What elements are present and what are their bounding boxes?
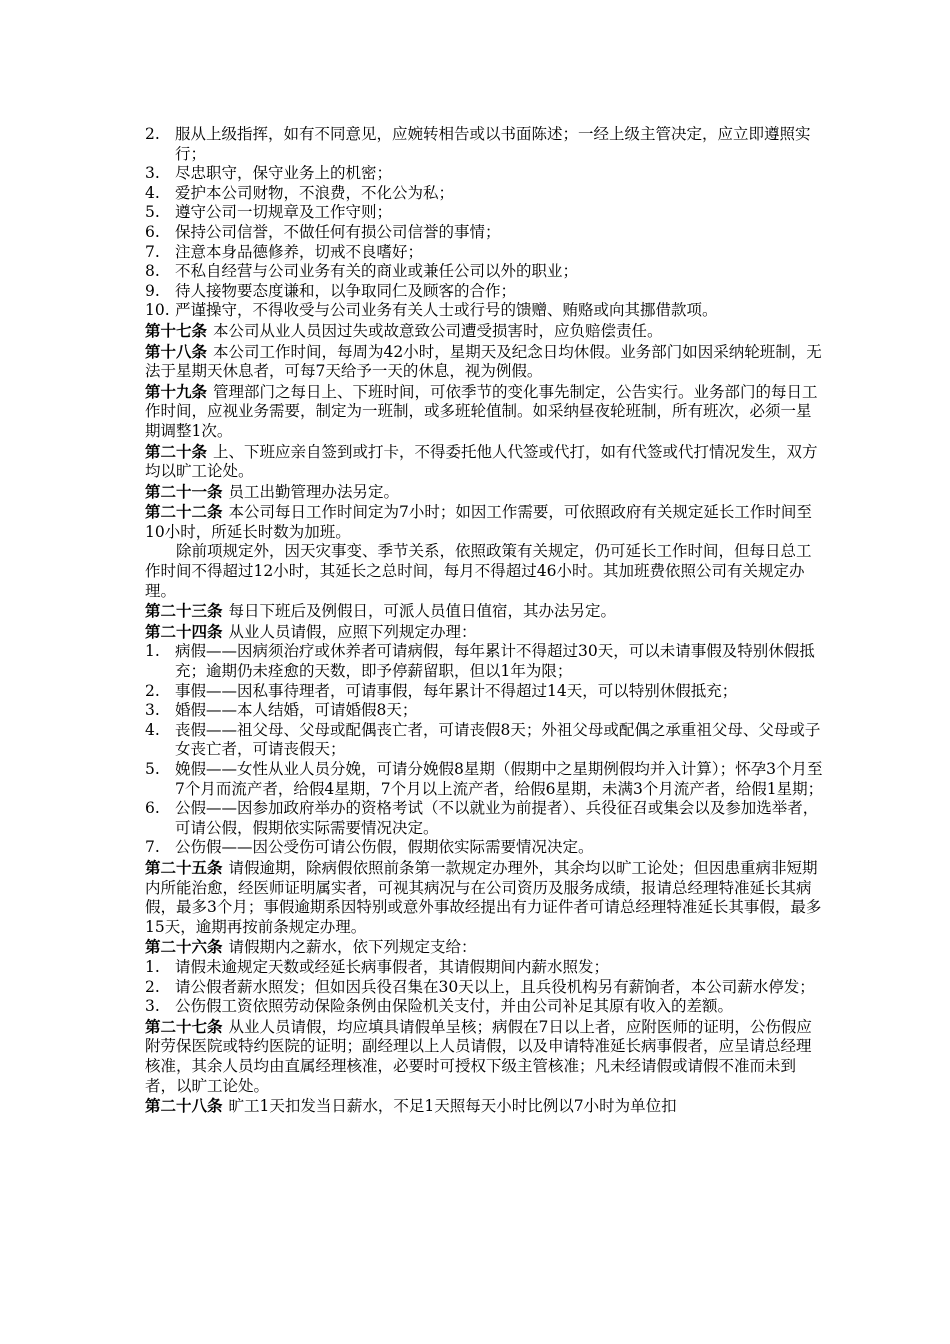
list-item: 4. 丧假——祖父母、父母或配偶丧亡者，可请丧假8天；外祖父母或配偶之承重祖父母、父母或子女丧亡者，可请丧假天；: [145, 720, 821, 759]
article-17: [145, 321, 825, 342]
article-title: 第二十条: [145, 441, 208, 461]
article-title: 第二十二条: [145, 502, 223, 522]
article-19: [145, 382, 825, 442]
leave-types-list: [145, 642, 825, 858]
article-text: 从业人员请假，均应填具请假单呈核；病假在7日以上者，应附医师的证明，公伤假应附劳保医院或特约医院的证明；副经理以上人员请假，以及申请特准延长病事假者，应呈请总经理核准，其余人员均由直属经理核准，必要时可授权下级主管核准；凡未经请假或请假不准而未到者，以旷工论处。: [145, 1017, 812, 1095]
article-text: 每日下班后及例假日，可派人员值日值宿，其办法另定。: [228, 602, 617, 621]
list-item: 3. 尽忠职守，保守业务上的机密；: [145, 164, 393, 183]
article-21: [145, 482, 825, 503]
list-item: 3. 婚假——本人结婚，可请婚假8天；: [145, 701, 418, 720]
article-text: 本公司每日工作时间定为7小时；如因工作需要，可依照政府有关规定延长工作时间至10小时，所延长时数为加班。: [145, 503, 812, 541]
article-27: [145, 1017, 825, 1096]
list-item: 10. 严谨操守，不得收受与公司业务有关人士或行号的馈赠、贿赂或向其挪借款项。: [145, 301, 718, 320]
list-item: 7. 注意本身品德修养，切戒不良嗜好；: [145, 242, 424, 261]
code-of-conduct-list: [145, 125, 825, 321]
article-18: [145, 342, 825, 382]
list-item: 4. 爱护本公司财物，不浪费，不化公为私；: [145, 183, 455, 202]
article-25: [145, 858, 825, 937]
article-title: 第二十一条: [145, 481, 223, 501]
list-item: 6. 公假——因参加政府举办的资格考试（不以就业为前提者）、兵役征召或集会以及参加选举者，可请公假，假期依实际需要情况决定。: [145, 799, 819, 837]
article-text: 管理部门之每日上、下班时间，可依季节的变化事先制定，公告实行。业务部门的每日工作时间，应视业务需要，制定为一班制，或多班轮值制。如采纳昼夜轮班制，所有班次，必须一星期调整1次。: [145, 382, 818, 440]
list-item: 1. 病假——因病须治疗或休养者可请病假，每年累计不得超过30天，可以未请事假及特别休假抵充；逾期仍未痊愈的天数，即予停薪留职，但以1年为限；: [145, 642, 815, 681]
article-title: 第二十三条: [145, 601, 223, 621]
list-item: 3. 公伤假工资依照劳动保险条例由保险机关支付，并由公司补足其原有收入的差额。: [145, 997, 734, 1016]
article-text: 请假逾期，除病假依照前条第一款规定办理外，其余均以旷工论处；但因患重病非短期内所能治愈，经医师证明属实者，可视其病况与在公司资历及服务成绩，报请总经理特准延长其病假，最多3个月；事假逾期系因特别或意外事故经提出有力证件者可请总经理特准延长其事假，最多15天，逾期再按前条规定办理。: [145, 858, 822, 936]
article-text: 本公司从业人员因过失或故意致公司遭受损害时，应负赔偿责任。: [213, 321, 663, 340]
article-22-paragraph: 除前项规定外，因天灾事变、季节关系，依照政策有关规定，仍可延长工作时间，但每日总工作时间不得超过12小时，其延长之总时间，每月不得超过46小时。其加班费依照公司有关规定办理。: [145, 542, 812, 600]
list-item: 5. 娩假——女性从业人员分娩，可请分娩假8星期（假期中之星期例假均并入计算）；怀孕3个月至7个月而流产者，给假4星期，7个月以上流产者，给假6星期，未满3个月流产者，给假1星期；: [145, 760, 824, 798]
article-28: [145, 1096, 825, 1117]
list-item: 6. 保持公司信誉，不做任何有损公司信誉的事情；: [145, 222, 501, 241]
list-item: 7. 公伤假——因公受伤可请公伤假，假期依实际需要情况决定。: [145, 838, 594, 857]
article-title: 第十七条: [145, 320, 208, 340]
article-26: [145, 937, 825, 958]
article-title: 第二十八条: [145, 1096, 223, 1116]
article-title: 第十八条: [145, 341, 208, 361]
article-text: 从业人员请假，应照下列规定办理：: [228, 622, 477, 641]
article-title: 第二十四条: [145, 621, 223, 641]
article-text: 员工出勤管理办法另定。: [228, 482, 400, 501]
article-22: [145, 502, 825, 542]
article-title: 第十九条: [145, 381, 208, 401]
article-text: 本公司工作时间，每周为42小时，星期天及纪念日均休假。业务部门如因采纳轮班制，无法于星期天休息者，可每7天给予一天的休息，视为例假。: [145, 342, 822, 381]
list-item: 5. 遵守公司一切规章及工作守则；: [145, 203, 393, 222]
list-item: 9. 待人接物要态度谦和，以争取同仁及顾客的合作；: [145, 281, 517, 300]
list-item: 2. 事假——因私事待理者，可请事假，每年累计不得超过14天，可以特别休假抵充；: [145, 681, 738, 700]
list-item: 2. 服从上级指挥，如有不同意见，应婉转相告或以书面陈述；一经上级主管决定，应立即遵照实行；: [145, 125, 811, 163]
article-text: 请假期内之薪水，依下列规定支给：: [228, 938, 477, 957]
document-body: [145, 125, 825, 1117]
article-20: [145, 442, 825, 482]
article-24: [145, 622, 825, 643]
leave-pay-list: [145, 958, 825, 1017]
list-item: 1. 请假未逾规定天数或经延长病事假者，其请假期间内薪水照发；: [145, 957, 610, 976]
article-text: 旷工1天扣发当日薪水，不足1天照每天小时比例以7小时为单位扣: [228, 1097, 677, 1116]
list-item: 8. 不私自经营与公司业务有关的商业或兼任公司以外的职业；: [145, 262, 579, 281]
article-title: 第二十七条: [145, 1016, 223, 1036]
article-23: [145, 601, 825, 622]
article-title: 第二十五条: [145, 857, 223, 877]
article-text: 上、下班应亲自签到或打卡，不得委托他人代签或代打，如有代签或代打情况发生，双方均以旷工论处。: [145, 442, 818, 481]
list-item: 2. 请公假者薪水照发；但如因兵役召集在30天以上，且兵役机构另有薪饷者，本公司薪水停发；: [145, 977, 815, 996]
article-title: 第二十六条: [145, 937, 223, 957]
